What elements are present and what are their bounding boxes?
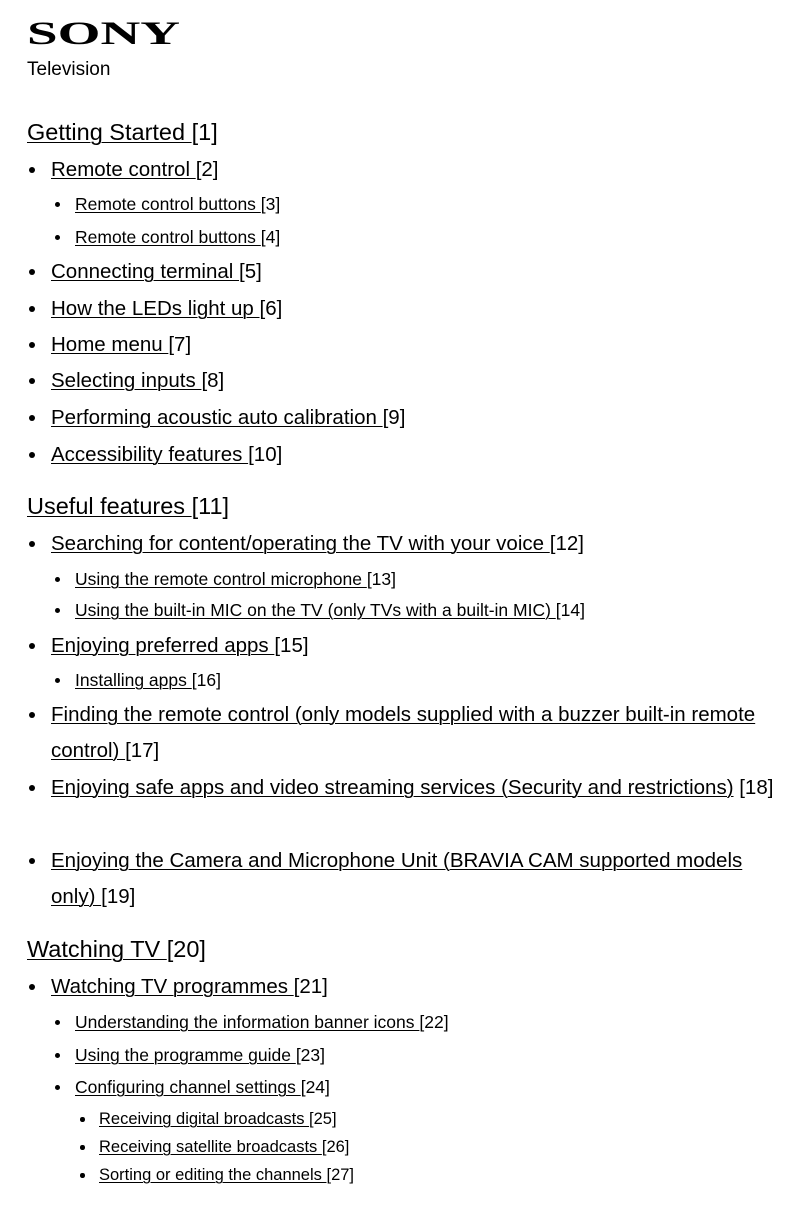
svg-text:SONY: SONY — [27, 16, 181, 52]
topic-number: [15] — [274, 634, 309, 657]
toc-subsubitem — [99, 1135, 349, 1159]
toc-subitem — [75, 566, 396, 592]
topic-link[interactable]: Sorting or editing the channels — [99, 1166, 327, 1184]
toc-item — [51, 152, 219, 188]
section-heading-useful-features — [27, 491, 229, 521]
toc-item — [51, 526, 584, 562]
topic-number: [4] — [260, 227, 281, 247]
topic-link[interactable]: How the LEDs light up — [51, 297, 260, 320]
topic-number: [17] — [125, 739, 160, 762]
toc-item — [51, 969, 328, 1005]
topic-number: [20] — [166, 936, 206, 962]
toc-item — [51, 697, 786, 769]
toc-subitem — [75, 1042, 325, 1068]
toc-subitem — [75, 224, 280, 250]
topic-number: [3] — [260, 194, 281, 214]
topic-number: [6] — [259, 297, 283, 320]
topic-number: [18] — [739, 776, 774, 799]
toc-item — [51, 254, 262, 290]
toc-subsubitem — [99, 1163, 354, 1187]
section-heading-getting-started — [27, 117, 218, 147]
topic-number: [5] — [239, 260, 262, 283]
topic-link[interactable]: Connecting terminal — [51, 260, 240, 283]
toc-item — [51, 843, 786, 915]
topic-number: [16] — [191, 670, 221, 690]
topic-number: [10] — [248, 443, 283, 466]
toc-item — [51, 400, 405, 436]
topic-number: [14] — [555, 600, 585, 620]
toc-subsubitem — [99, 1107, 337, 1131]
topic-link[interactable]: Finding the remote control (only models supplied with a buzzer built-in remote control) — [51, 703, 756, 762]
topic-link[interactable]: Remote control buttons — [75, 194, 261, 214]
sony-logo — [27, 13, 187, 53]
topic-link[interactable]: Using the remote control microphone — [75, 569, 367, 589]
topic-link[interactable]: Selecting inputs — [51, 369, 202, 392]
toc-item — [51, 437, 282, 473]
topic-number: [26] — [321, 1138, 350, 1156]
topic-number: [27] — [326, 1166, 355, 1184]
toc-subitem — [75, 191, 280, 217]
toc-subitem — [75, 1009, 449, 1035]
toc-item — [51, 628, 309, 664]
toc-item — [51, 363, 224, 399]
topic-link[interactable]: Watching TV programmes — [51, 975, 294, 998]
topic-link[interactable]: Using the built-in MIC on the TV (only TVs with a built-in MIC) — [75, 600, 556, 620]
topic-link[interactable]: Using the programme guide — [75, 1045, 296, 1065]
toc-subitem — [75, 597, 585, 623]
topic-link[interactable]: Enjoying the Camera and Microphone Unit (BRAVIA CAM supported models only) — [51, 849, 743, 908]
product-subtitle: Television — [27, 59, 111, 80]
topic-link[interactable]: Understanding the information banner icons — [75, 1012, 420, 1032]
topic-number: [25] — [309, 1110, 337, 1128]
topic-number: [19] — [101, 885, 136, 908]
topic-number: [7] — [168, 333, 192, 356]
topic-number: [12] — [549, 532, 584, 555]
topic-link[interactable]: Receiving satellite broadcasts — [99, 1138, 322, 1156]
toc-item — [51, 770, 786, 806]
section-link[interactable]: Getting Started — [27, 119, 192, 145]
topic-number: [1] — [191, 119, 218, 145]
topic-number: [2] — [195, 158, 219, 181]
topic-number: [21] — [293, 975, 328, 998]
topic-link[interactable]: Receiving digital broadcasts — [99, 1110, 310, 1128]
toc-subitem — [75, 667, 221, 693]
toc-item — [51, 291, 282, 327]
topic-link[interactable]: Enjoying safe apps and video streaming services (Security and restrictions) — [51, 776, 734, 799]
topic-link[interactable]: Searching for content/operating the TV with your voice — [51, 532, 550, 555]
topic-number: [11] — [191, 493, 230, 519]
section-link[interactable]: Useful features — [27, 493, 192, 519]
topic-link[interactable]: Performing acoustic auto calibration — [51, 406, 383, 429]
topic-link[interactable]: Installing apps — [75, 670, 192, 690]
topic-link[interactable]: Enjoying preferred apps — [51, 634, 275, 657]
toc-subitem — [75, 1074, 330, 1100]
topic-link[interactable]: Remote control buttons — [75, 227, 261, 247]
sony-logo-graphic — [27, 13, 187, 53]
topic-number: [9] — [382, 406, 406, 429]
topic-number: [24] — [300, 1077, 330, 1097]
topic-number: [8] — [201, 369, 225, 392]
topic-number: [23] — [295, 1045, 326, 1065]
topic-number: [13] — [366, 569, 397, 589]
topic-link[interactable]: Configuring channel settings — [75, 1077, 301, 1097]
topic-link[interactable]: Accessibility features — [51, 443, 249, 466]
section-link[interactable]: Watching TV — [27, 936, 167, 962]
topic-link[interactable]: Remote control — [51, 158, 196, 181]
topic-link[interactable]: Home menu — [51, 333, 169, 356]
section-heading-watching-tv — [27, 934, 206, 964]
topic-number: [22] — [419, 1012, 449, 1032]
toc-item — [51, 327, 191, 363]
